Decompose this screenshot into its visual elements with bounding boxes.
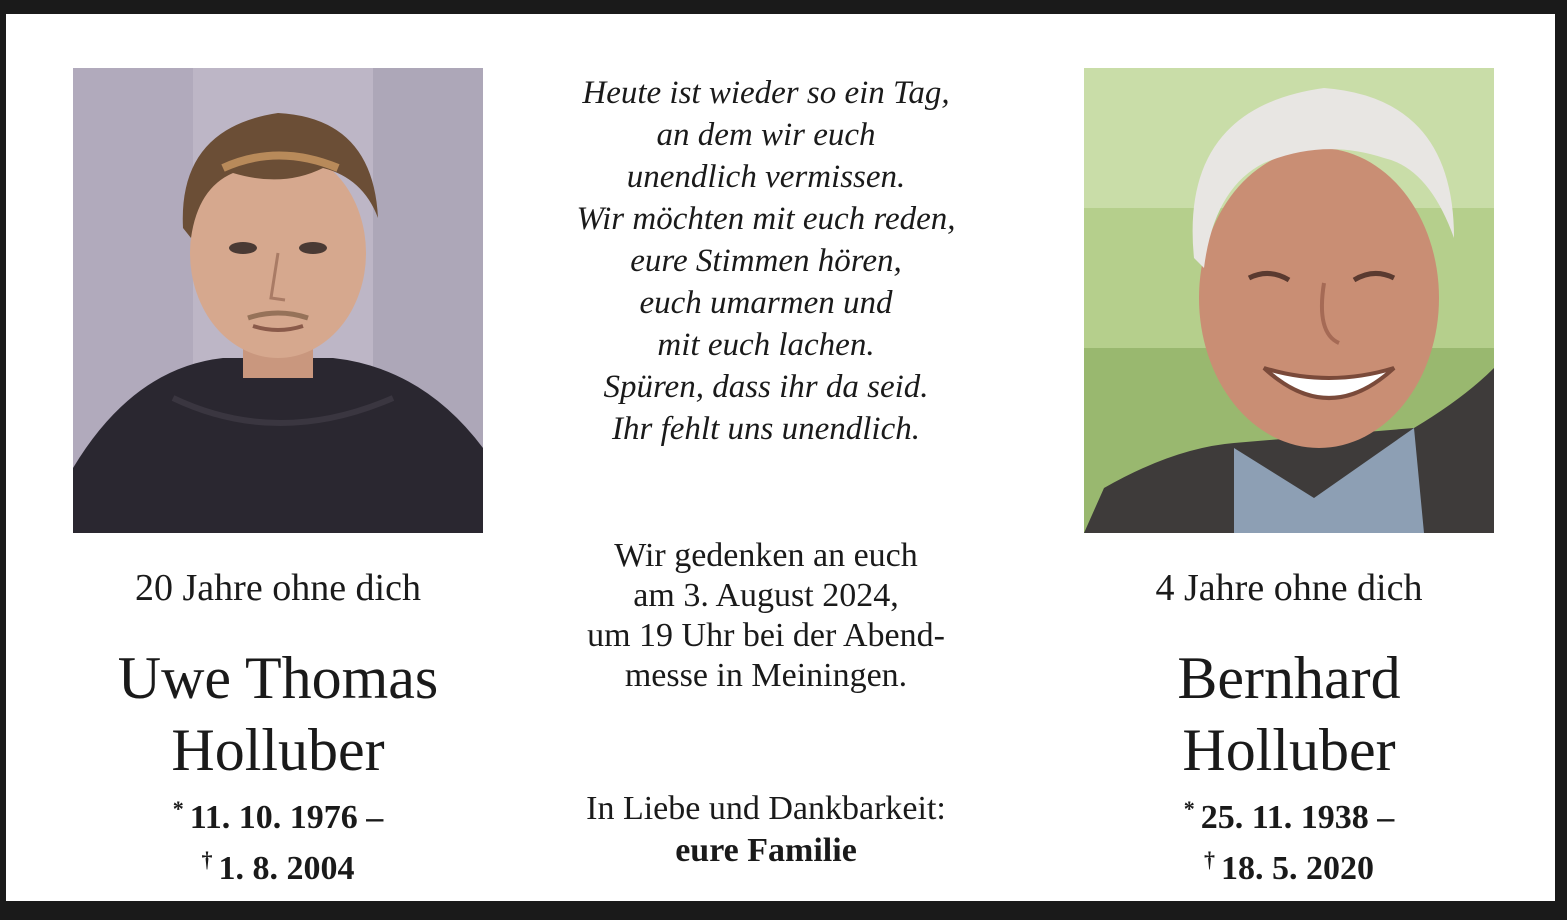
signature-family: eure Familie: [675, 832, 857, 869]
name-line2-right: Holluber: [1182, 717, 1396, 783]
birth-mark-right: *: [1183, 796, 1195, 821]
poem-line: mit euch lachen.: [657, 327, 875, 363]
birth-date-right-value: 25. 11. 1938 –: [1200, 799, 1395, 836]
memorial-line: am 3. August 2024,: [633, 577, 899, 614]
memorial-line: um 19 Uhr bei der Abend-: [587, 617, 945, 654]
poem-line: eure Stimmen hören,: [630, 243, 902, 279]
left-name-block: [43, 642, 513, 786]
death-date-right-value: 18. 5. 2020: [1221, 850, 1374, 887]
name-line2-left: Holluber: [171, 717, 385, 783]
poem-block: [506, 72, 1026, 450]
death-date-right: [1084, 839, 1494, 890]
birth-mark-left: *: [172, 796, 184, 821]
birth-date-right: [1084, 788, 1494, 839]
poem-line: Wir möchten mit euch reden,: [576, 201, 956, 237]
obituary-card: [6, 14, 1555, 901]
years-without-label-left: 20 Jahre ohne dich: [135, 567, 421, 609]
poem-line: euch umarmen und: [639, 285, 893, 321]
right-dates-block: [1084, 788, 1494, 890]
poem-line: unendlich vermissen.: [626, 159, 906, 195]
right-name-block: [1054, 642, 1524, 786]
thanks-line: In Liebe und Dankbarkeit:: [586, 790, 946, 827]
death-date-left: [73, 839, 483, 890]
poem-line: Heute ist wieder so ein Tag,: [582, 75, 950, 111]
name-line1-left: Uwe Thomas: [117, 645, 439, 711]
thanks-block: [506, 788, 1026, 872]
right-text-block: [1084, 566, 1494, 610]
name-line1-right: Bernhard: [1177, 645, 1401, 711]
portrait-photo-right: [1084, 68, 1494, 533]
death-mark-right: †: [1204, 847, 1215, 872]
poem-line: Spüren, dass ihr da seid.: [603, 369, 929, 405]
poem-line: Ihr fehlt uns unendlich.: [612, 411, 920, 447]
death-mark-left: †: [201, 847, 213, 872]
birth-date-left: [73, 788, 483, 839]
death-date-left-value: 1. 8. 2004: [218, 850, 355, 887]
portrait-photo-left: [73, 68, 483, 533]
memorial-info-block: [506, 536, 1026, 696]
left-dates-block: [73, 788, 483, 890]
poem-line: an dem wir euch: [656, 117, 876, 153]
portrait-left-image: [73, 68, 483, 533]
years-without-label-right: 4 Jahre ohne dich: [1155, 567, 1423, 609]
portrait-right-image: [1084, 68, 1494, 533]
memorial-line: messe in Meiningen.: [624, 657, 908, 694]
left-text-block: [73, 566, 483, 610]
birth-date-left-value: 11. 10. 1976 –: [189, 799, 384, 836]
memorial-line: Wir gedenken an euch: [614, 537, 918, 574]
